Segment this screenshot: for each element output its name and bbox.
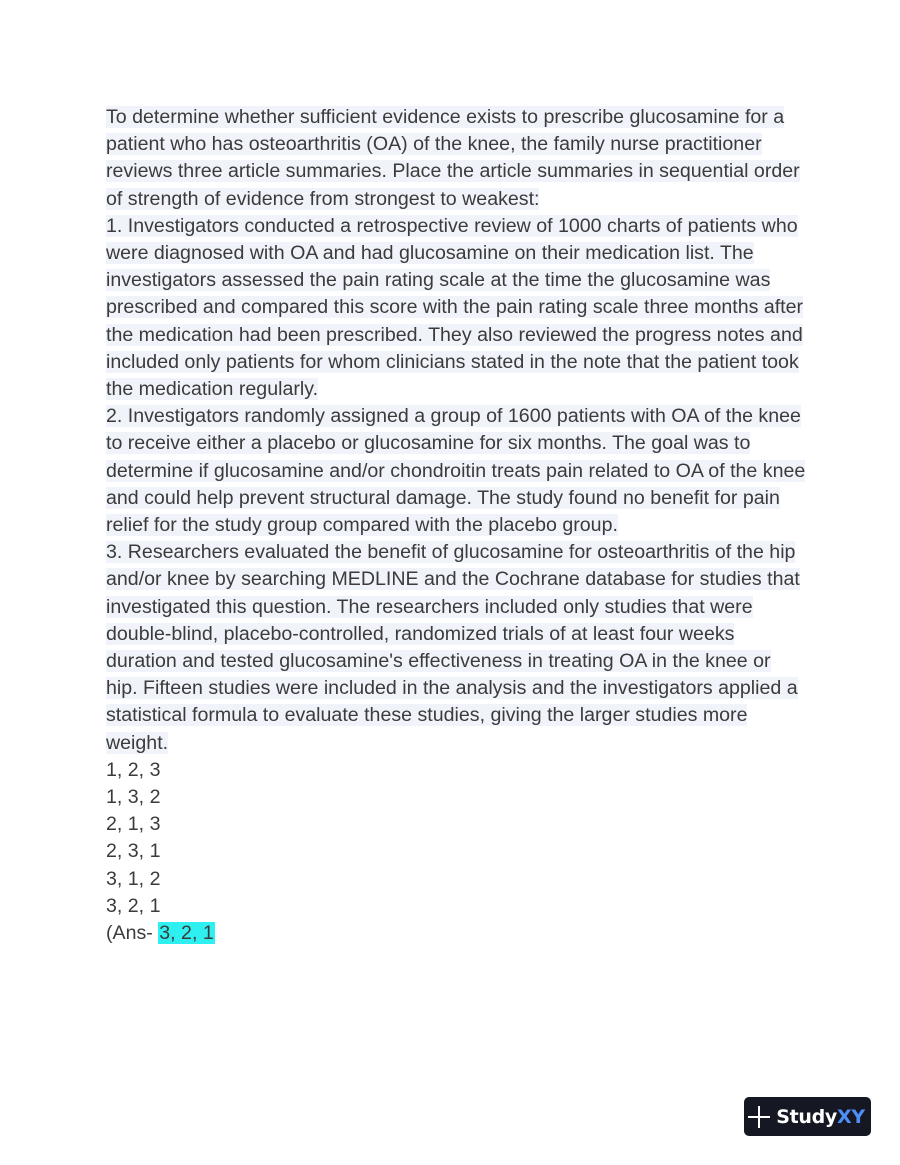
article-summary-2: 2. Investigators randomly assigned a group of 1600 patients with OA of the knee to receive either a placebo or glucosamine for six months. The goal was to determine if glucosamine and/or chondroitin treats pain related to OA of the knee and could help prevent structural damage. The study found no benefit for pain relief for the study group compared with the placebo group. [106, 405, 806, 537]
plus-icon [748, 1106, 770, 1128]
article-summary-3: 3. Researchers evaluated the benefit of glucosamine for osteoarthritis of the hip and/or knee by searching MEDLINE and the Cochrane database for studies that investigated this question. The researchers included only studies that were double-blind, placebo-controlled, randomized trials of at least four weeks duration and tested glucosamine's effectiveness in treating OA in the knee or hip. Fifteen studies were included in the analysis and the investigators applied a statistical formula to evaluate these studies, giving the larger studies more weight. [106, 541, 800, 754]
answer-option: 3, 1, 2 [106, 867, 161, 890]
answer-highlight: 3, 2, 1 [159, 922, 214, 945]
answer-option: 3, 2, 1 [106, 894, 161, 917]
answer-line [106, 920, 806, 947]
answer-option: 2, 1, 3 [106, 813, 161, 836]
answer-option: 2, 3, 1 [106, 840, 161, 863]
studyxy-logo-badge[interactable] [744, 1097, 871, 1136]
question-stem: To determine whether sufficient evidence exists to prescribe glucosamine for a patient who has osteoarthritis (OA) of the knee, the family nurse practitioner reviews three article summaries. Place the article summaries in sequential order of strength of evidence from strongest to weakest: [106, 106, 800, 210]
answer-prefix: (Ans- [106, 922, 159, 945]
brand-name: StudyXY [776, 1105, 865, 1128]
answer-option: 1, 3, 2 [106, 786, 161, 809]
article-summary-1: 1. Investigators conducted a retrospective review of 1000 charts of patients who were diagnosed with OA and had glucosamine on their medication list. The investigators assessed the pain rating scale at the time the glucosamine was prescribed and compared this score with the pain rating scale three months after the medication had been prescribed. They also reviewed the progress notes and included only patients for whom clinicians stated in the note that the patient took the medication regularly. [106, 214, 804, 401]
answer-option: 1, 2, 3 [106, 758, 161, 781]
document-body [106, 104, 806, 947]
